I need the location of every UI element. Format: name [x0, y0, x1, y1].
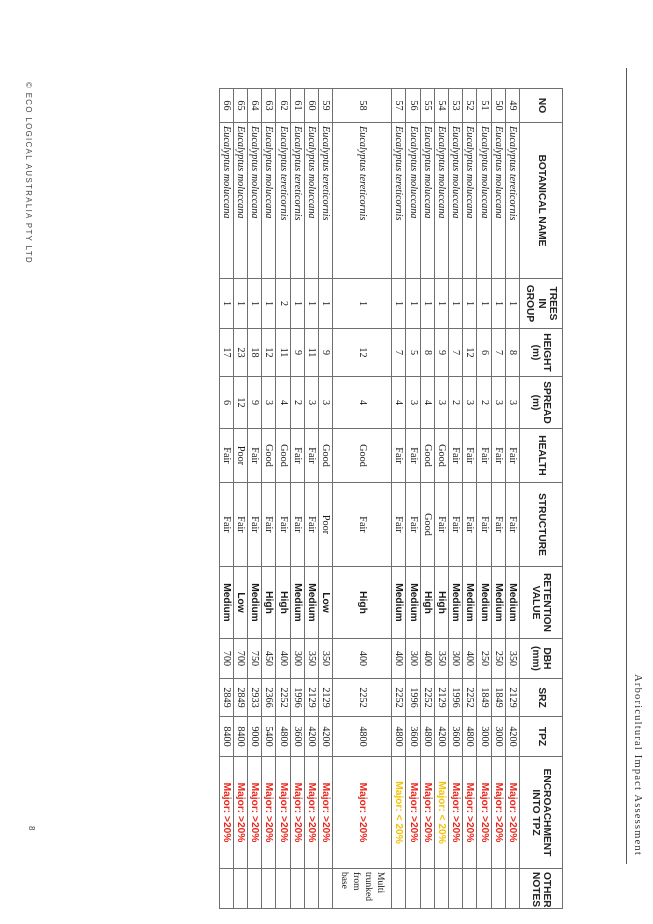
cell-structure: Poor	[318, 483, 332, 567]
cell-trees-in-group: 1	[233, 279, 247, 329]
cell-health: Fair	[219, 429, 233, 483]
cell-trees-in-group: 1	[448, 279, 462, 329]
table-row	[434, 89, 448, 909]
cell-trees-in-group: 1	[290, 279, 304, 329]
cell-trees-in-group: 1	[318, 279, 332, 329]
cell-spread: 3	[491, 377, 505, 429]
cell-botanical-name: Eucalyptus tereticornis	[392, 123, 406, 279]
cell-health: Fair	[290, 429, 304, 483]
cell-spread: 9	[247, 377, 261, 429]
cell-retention-value: Medium	[491, 567, 505, 639]
cell-dbh: 400	[276, 639, 290, 679]
table-row	[276, 89, 290, 909]
cell-tpz: 3000	[491, 717, 505, 757]
cell-retention-value: Medium	[304, 567, 318, 639]
cell-health: Fair	[406, 429, 420, 483]
col-header-dbh: DBH (mm)	[520, 639, 563, 679]
cell-other-notes	[290, 869, 304, 909]
cell-retention-value: Medium	[448, 567, 462, 639]
cell-botanical-name: Eucalyptus moluccana	[219, 123, 233, 279]
cell-no: 58	[333, 89, 392, 123]
table-row	[392, 89, 406, 909]
col-header-srz: SRZ	[520, 679, 563, 717]
cell-srz: 2129	[304, 679, 318, 717]
cell-srz: 2129	[318, 679, 332, 717]
cell-spread: 2	[477, 377, 491, 429]
col-header-no: NO	[520, 89, 563, 123]
cell-srz: 2849	[233, 679, 247, 717]
cell-health: Good	[276, 429, 290, 483]
cell-botanical-name: Eucalyptus tereticornis	[333, 123, 392, 279]
header-divider	[626, 68, 627, 864]
cell-srz: 2252	[333, 679, 392, 717]
cell-botanical-name: Eucalyptus moluccana	[406, 123, 420, 279]
table-row	[318, 89, 332, 909]
cell-spread: 4	[276, 377, 290, 429]
cell-no: 54	[434, 89, 448, 123]
table-row	[448, 89, 462, 909]
table-row	[491, 89, 505, 909]
cell-trees-in-group: 1	[333, 279, 392, 329]
cell-health: Fair	[505, 429, 519, 483]
cell-encroachment: Major: >20%	[219, 757, 233, 869]
cell-height: 23	[233, 329, 247, 377]
cell-no: 61	[290, 89, 304, 123]
cell-botanical-name: Eucalyptus moluccana	[477, 123, 491, 279]
cell-srz: 2366	[262, 679, 276, 717]
cell-structure: Fair	[448, 483, 462, 567]
cell-other-notes	[304, 869, 318, 909]
cell-structure: Fair	[290, 483, 304, 567]
cell-trees-in-group: 1	[420, 279, 434, 329]
cell-retention-value: Low	[233, 567, 247, 639]
cell-encroachment: Major: >20%	[233, 757, 247, 869]
cell-health: Good	[434, 429, 448, 483]
cell-other-notes	[420, 869, 434, 909]
cell-encroachment: Major: >20%	[262, 757, 276, 869]
cell-srz: 2933	[247, 679, 261, 717]
table-header-row	[520, 89, 563, 909]
cell-spread: 4	[420, 377, 434, 429]
cell-encroachment: Major: >20%	[276, 757, 290, 869]
col-header-health: HEALTH	[520, 429, 563, 483]
cell-tpz: 4800	[276, 717, 290, 757]
cell-tpz: 5400	[262, 717, 276, 757]
cell-spread: 4	[392, 377, 406, 429]
cell-tpz: 4200	[318, 717, 332, 757]
cell-botanical-name: Eucalyptus tereticornis	[505, 123, 519, 279]
cell-height: 7	[491, 329, 505, 377]
cell-health: Fair	[491, 429, 505, 483]
cell-retention-value: Medium	[505, 567, 519, 639]
cell-retention-value: High	[420, 567, 434, 639]
cell-other-notes	[392, 869, 406, 909]
cell-structure: Fair	[247, 483, 261, 567]
cell-encroachment: Major: < 20%	[392, 757, 406, 869]
cell-tpz: 3000	[477, 717, 491, 757]
cell-encroachment: Major: >20%	[463, 757, 477, 869]
cell-dbh: 700	[219, 639, 233, 679]
table-row	[420, 89, 434, 909]
cell-dbh: 400	[420, 639, 434, 679]
cell-retention-value: High	[434, 567, 448, 639]
cell-structure: Fair	[333, 483, 392, 567]
cell-dbh: 250	[491, 639, 505, 679]
cell-no: 59	[318, 89, 332, 123]
cell-srz: 1996	[290, 679, 304, 717]
col-header-spread: SPREAD (m)	[520, 377, 563, 429]
cell-trees-in-group: 1	[304, 279, 318, 329]
cell-trees-in-group: 1	[505, 279, 519, 329]
cell-srz: 2129	[505, 679, 519, 717]
table-row	[505, 89, 519, 909]
cell-structure: Fair	[477, 483, 491, 567]
cell-other-notes	[406, 869, 420, 909]
cell-height: 6	[477, 329, 491, 377]
cell-height: 12	[463, 329, 477, 377]
cell-spread: 3	[406, 377, 420, 429]
cell-health: Fair	[463, 429, 477, 483]
cell-trees-in-group: 1	[247, 279, 261, 329]
cell-trees-in-group: 1	[262, 279, 276, 329]
cell-srz: 2252	[420, 679, 434, 717]
cell-structure: Fair	[262, 483, 276, 567]
cell-no: 66	[219, 89, 233, 123]
cell-spread: 2	[290, 377, 304, 429]
cell-other-notes	[318, 869, 332, 909]
cell-dbh: 350	[318, 639, 332, 679]
cell-spread: 2	[448, 377, 462, 429]
cell-botanical-name: Eucalyptus moluccana	[420, 123, 434, 279]
cell-tpz: 4200	[505, 717, 519, 757]
cell-tpz: 4800	[420, 717, 434, 757]
cell-no: 63	[262, 89, 276, 123]
cell-srz: 1996	[448, 679, 462, 717]
table-row	[477, 89, 491, 909]
cell-other-notes	[233, 869, 247, 909]
cell-srz: 1849	[491, 679, 505, 717]
cell-encroachment: Major: >20%	[505, 757, 519, 869]
cell-spread: 3	[505, 377, 519, 429]
cell-tpz: 4800	[392, 717, 406, 757]
cell-botanical-name: Eucalyptus moluccana	[448, 123, 462, 279]
cell-dbh: 250	[477, 639, 491, 679]
cell-tpz: 4200	[304, 717, 318, 757]
cell-trees-in-group: 1	[406, 279, 420, 329]
cell-height: 7	[392, 329, 406, 377]
cell-encroachment: Major: >20%	[420, 757, 434, 869]
cell-retention-value: Medium	[247, 567, 261, 639]
cell-retention-value: High	[262, 567, 276, 639]
cell-tpz: 4800	[333, 717, 392, 757]
table-row	[247, 89, 261, 909]
cell-no: 60	[304, 89, 318, 123]
cell-trees-in-group: 1	[392, 279, 406, 329]
cell-spread: 4	[333, 377, 392, 429]
cell-encroachment: Major: >20%	[406, 757, 420, 869]
cell-no: 50	[491, 89, 505, 123]
cell-botanical-name: Eucalyptus moluccana	[463, 123, 477, 279]
cell-height: 7	[448, 329, 462, 377]
cell-tpz: 8400	[233, 717, 247, 757]
cell-trees-in-group: 1	[219, 279, 233, 329]
cell-height: 18	[247, 329, 261, 377]
cell-health: Good	[262, 429, 276, 483]
cell-other-notes	[491, 869, 505, 909]
document-title: Arboricultural Impact Assessment	[632, 674, 643, 856]
cell-botanical-name: Eucalyptus moluccana	[491, 123, 505, 279]
cell-botanical-name: Eucalyptus moluccana	[233, 123, 247, 279]
cell-no: 64	[247, 89, 261, 123]
cell-tpz: 4800	[463, 717, 477, 757]
table-row	[463, 89, 477, 909]
cell-dbh: 350	[505, 639, 519, 679]
cell-encroachment: Major: >20%	[304, 757, 318, 869]
col-header-botanical-name: BOTANICAL NAME	[520, 123, 563, 279]
cell-encroachment: Major: < 20%	[434, 757, 448, 869]
cell-other-notes	[247, 869, 261, 909]
cell-srz: 1996	[406, 679, 420, 717]
cell-other-notes	[276, 869, 290, 909]
col-header-tpz: TPZ	[520, 717, 563, 757]
cell-height: 9	[318, 329, 332, 377]
cell-structure: Fair	[276, 483, 290, 567]
cell-spread: 12	[233, 377, 247, 429]
cell-spread: 3	[262, 377, 276, 429]
cell-height: 9	[290, 329, 304, 377]
cell-other-notes	[477, 869, 491, 909]
table-row	[304, 89, 318, 909]
cell-health: Fair	[392, 429, 406, 483]
footer-copyright: © ECO LOGICAL AUSTRALIA PTY LTD	[24, 82, 33, 265]
cell-tpz: 8400	[219, 717, 233, 757]
cell-other-notes	[434, 869, 448, 909]
cell-spread: 3	[318, 377, 332, 429]
cell-srz: 2849	[219, 679, 233, 717]
cell-height: 8	[420, 329, 434, 377]
cell-health: Fair	[304, 429, 318, 483]
cell-height: 17	[219, 329, 233, 377]
cell-no: 51	[477, 89, 491, 123]
col-header-retention-value: RETENTION VALUE	[520, 567, 563, 639]
table-row	[406, 89, 420, 909]
cell-retention-value: Medium	[463, 567, 477, 639]
cell-dbh: 300	[406, 639, 420, 679]
cell-tpz: 9000	[247, 717, 261, 757]
cell-other-notes	[463, 869, 477, 909]
cell-retention-value: Medium	[477, 567, 491, 639]
cell-trees-in-group: 1	[463, 279, 477, 329]
cell-no: 55	[420, 89, 434, 123]
cell-no: 57	[392, 89, 406, 123]
table-row	[290, 89, 304, 909]
cell-dbh: 400	[333, 639, 392, 679]
cell-no: 65	[233, 89, 247, 123]
cell-trees-in-group: 1	[491, 279, 505, 329]
cell-tpz: 3600	[406, 717, 420, 757]
cell-encroachment: Major: >20%	[477, 757, 491, 869]
cell-encroachment: Major: >20%	[318, 757, 332, 869]
cell-encroachment: Major: >20%	[290, 757, 304, 869]
cell-dbh: 300	[290, 639, 304, 679]
cell-dbh: 750	[247, 639, 261, 679]
cell-height: 9	[434, 329, 448, 377]
cell-height: 12	[262, 329, 276, 377]
cell-dbh: 450	[262, 639, 276, 679]
cell-retention-value: Low	[318, 567, 332, 639]
cell-other-notes	[505, 869, 519, 909]
cell-dbh: 350	[434, 639, 448, 679]
cell-structure: Fair	[463, 483, 477, 567]
cell-height: 11	[304, 329, 318, 377]
cell-height: 5	[406, 329, 420, 377]
cell-botanical-name: Eucalyptus moluccana	[304, 123, 318, 279]
cell-trees-in-group: 1	[477, 279, 491, 329]
cell-spread: 6	[219, 377, 233, 429]
cell-health: Fair	[448, 429, 462, 483]
cell-structure: Fair	[392, 483, 406, 567]
cell-botanical-name: Eucalyptus moluccana	[434, 123, 448, 279]
cell-structure: Fair	[304, 483, 318, 567]
cell-structure: Fair	[434, 483, 448, 567]
cell-spread: 3	[434, 377, 448, 429]
cell-srz: 2252	[392, 679, 406, 717]
cell-structure: Fair	[491, 483, 505, 567]
cell-botanical-name: Eucalyptus moluccana	[247, 123, 261, 279]
cell-height: 8	[505, 329, 519, 377]
cell-structure: Fair	[505, 483, 519, 567]
cell-tpz: 3600	[448, 717, 462, 757]
cell-spread: 3	[463, 377, 477, 429]
cell-retention-value: Medium	[290, 567, 304, 639]
cell-health: Fair	[477, 429, 491, 483]
cell-health: Poor	[233, 429, 247, 483]
cell-encroachment: Major: >20%	[448, 757, 462, 869]
cell-encroachment: Major: >20%	[491, 757, 505, 869]
col-header-structure: STRUCTURE	[520, 483, 563, 567]
cell-height: 12	[333, 329, 392, 377]
table-row	[333, 89, 392, 909]
cell-other-notes	[219, 869, 233, 909]
col-header-encroachment: ENCROACHMENT INTO TPZ	[520, 757, 563, 869]
cell-structure: Fair	[406, 483, 420, 567]
cell-encroachment: Major: >20%	[333, 757, 392, 869]
cell-height: 11	[276, 329, 290, 377]
cell-tpz: 4200	[434, 717, 448, 757]
cell-botanical-name: Eucalyptus moluccana	[262, 123, 276, 279]
cell-trees-in-group: 1	[434, 279, 448, 329]
cell-structure: Fair	[233, 483, 247, 567]
table-body	[219, 89, 519, 909]
cell-health: Good	[420, 429, 434, 483]
cell-other-notes	[448, 869, 462, 909]
cell-health: Fair	[247, 429, 261, 483]
cell-srz: 2252	[276, 679, 290, 717]
cell-retention-value: Medium	[219, 567, 233, 639]
cell-dbh: 300	[448, 639, 462, 679]
cell-encroachment: Major: >20%	[247, 757, 261, 869]
table-row	[233, 89, 247, 909]
cell-retention-value: High	[333, 567, 392, 639]
cell-srz: 2129	[434, 679, 448, 717]
cell-botanical-name: Eucalyptus tereticornis	[276, 123, 290, 279]
col-header-height: HEIGHT (m)	[520, 329, 563, 377]
cell-dbh: 400	[392, 639, 406, 679]
cell-no: 49	[505, 89, 519, 123]
cell-botanical-name: Eucalyptus tereticornis	[290, 123, 304, 279]
cell-trees-in-group: 2	[276, 279, 290, 329]
cell-srz: 1849	[477, 679, 491, 717]
cell-structure: Fair	[219, 483, 233, 567]
cell-no: 62	[276, 89, 290, 123]
col-header-other-notes: OTHER NOTES	[520, 869, 563, 909]
cell-no: 53	[448, 89, 462, 123]
cell-dbh: 700	[233, 639, 247, 679]
cell-other-notes	[262, 869, 276, 909]
page-number: 8	[27, 826, 36, 831]
cell-no: 56	[406, 89, 420, 123]
cell-health: Good	[333, 429, 392, 483]
table-row	[219, 89, 233, 909]
cell-structure: Good	[420, 483, 434, 567]
cell-botanical-name: Eucalyptus tereticornis	[318, 123, 332, 279]
cell-dbh: 350	[304, 639, 318, 679]
tree-assessment-table	[219, 88, 563, 909]
cell-dbh: 400	[463, 639, 477, 679]
cell-srz: 2252	[463, 679, 477, 717]
cell-retention-value: High	[276, 567, 290, 639]
cell-spread: 3	[304, 377, 318, 429]
table-row	[262, 89, 276, 909]
cell-tpz: 3600	[290, 717, 304, 757]
cell-health: Good	[318, 429, 332, 483]
cell-other-notes: Multi trunked from base	[333, 869, 392, 909]
cell-retention-value: Medium	[406, 567, 420, 639]
cell-retention-value: Medium	[392, 567, 406, 639]
col-header-trees-in-group: TREES IN GROUP	[520, 279, 563, 329]
cell-no: 52	[463, 89, 477, 123]
